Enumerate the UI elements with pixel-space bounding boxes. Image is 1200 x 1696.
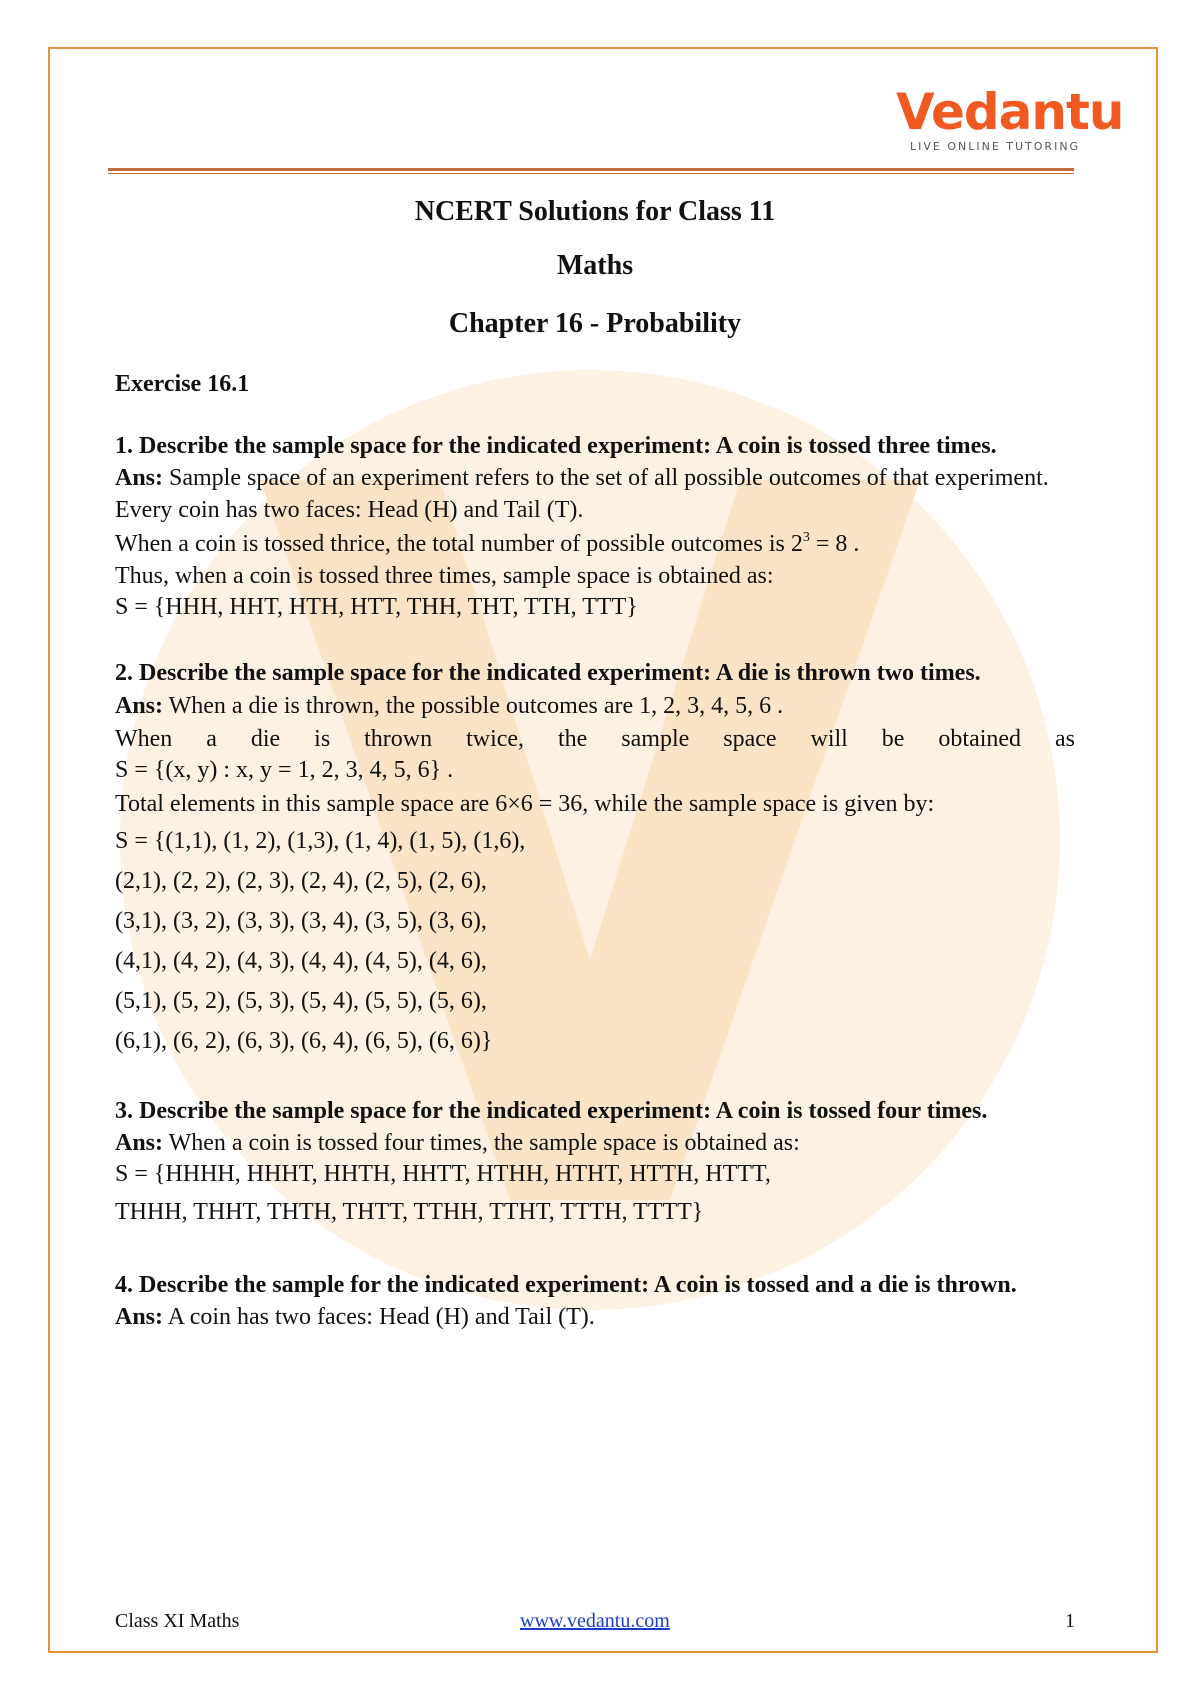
question-1 <box>115 430 1075 623</box>
set-line: (6,1), (6, 2), (6, 3), (6, 4), (6, 5), (6, 6)} <box>115 1028 493 1054</box>
answer-label: Ans: <box>115 465 164 491</box>
question-text: 1. Describe the sample space for the indicated experiment: A coin is tossed three times. <box>115 433 997 459</box>
set-line: (2,1), (2, 2), (2, 3), (2, 4), (2, 5), (2, 6), <box>115 868 487 894</box>
doc-title: NCERT Solutions for Class 11 <box>414 196 776 227</box>
answer-text: Ans: When a die is thrown, the possible outcomes are 1, 2, 3, 4, 5, 6 . <box>115 693 784 719</box>
page-number: 1 <box>1065 1610 1075 1632</box>
set-line: S = {(1,1), (1, 2), (1,3), (1, 4), (1, 5), (1,6), <box>115 828 526 854</box>
logo-tagline: LIVE ONLINE TUTORING <box>910 140 1081 153</box>
footer-website-link[interactable]: www.vedantu.com <box>520 1610 670 1632</box>
header-rule <box>108 168 1074 171</box>
answer-line: Total elements in this sample space are 6×6 = 36, while the sample space is given by: <box>115 791 935 817</box>
answer-label: Ans: <box>115 693 164 719</box>
doc-subject: Maths <box>556 250 634 281</box>
question-text: 2. Describe the sample space for the indicated experiment: A die is thrown two times. <box>115 660 981 686</box>
set-line: THHH, THHT, THTH, THTT, TTHH, TTHT, TTTH, TTTT} <box>115 1199 704 1225</box>
answer-line: Every coin has two faces: Head (H) and Tail (T). <box>115 497 584 523</box>
set-line: S = {HHHH, HHHT, HHTH, HHTT, HTHH, HTHT, HTTH, HTTT, <box>115 1161 771 1187</box>
answer-text: Ans: A coin has two faces: Head (H) and Tail (T). <box>115 1304 595 1330</box>
set-line: (3,1), (3, 2), (3, 3), (3, 4), (3, 5), (3, 6), <box>115 908 487 934</box>
question-text: 4. Describe the sample for the indicated experiment: A coin is tossed and a die is thrown. <box>115 1272 1017 1298</box>
answer-line: When a die is thrown twice, the sample space will be obtained as <box>115 726 1075 752</box>
vedantu-logo <box>896 83 1124 156</box>
answer-text: Ans: When a coin is tossed four times, the sample space is obtained as: <box>115 1130 800 1156</box>
page-footer <box>115 1610 1075 1638</box>
answer-line: When a coin is tossed thrice, the total number of possible outcomes is $2^3 = 8$ . <box>115 530 860 557</box>
sample-space-set <box>115 821 1075 1061</box>
answer-label: Ans: <box>115 1304 164 1330</box>
question-3 <box>115 1095 1075 1235</box>
page-content <box>115 186 1075 1333</box>
answer-line: Thus, when a coin is tossed three times, sample space is obtained as: <box>115 563 774 589</box>
exercise-heading: Exercise 16.1 <box>115 371 250 397</box>
answer-line: S = {(x, y) : x, y = 1, 2, 3, 4, 5, 6} . <box>115 757 454 783</box>
doc-chapter: Chapter 16 - Probability <box>448 308 742 339</box>
set-line: (5,1), (5, 2), (5, 3), (5, 4), (5, 5), (5, 6), <box>115 988 487 1014</box>
answer-text: Ans: Sample space of an experiment refers to the set of all possible outcomes of that experiment. <box>115 465 1049 491</box>
question-text: 3. Describe the sample space for the indicated experiment: A coin is tossed four times. <box>115 1098 988 1124</box>
footer-class-label: Class XI Maths <box>115 1610 240 1632</box>
question-2 <box>115 657 1075 1061</box>
logo-wordmark: Vedantu <box>896 83 1124 141</box>
answer-label: Ans: <box>115 1130 164 1156</box>
question-4 <box>115 1269 1075 1333</box>
sample-space-set: S = {HHH, HHT, HTH, HTT, THH, THT, TTH, TTT} <box>115 594 638 620</box>
header-rule-thin <box>108 173 1074 174</box>
set-line: (4,1), (4, 2), (4, 3), (4, 4), (4, 5), (4, 6), <box>115 948 487 974</box>
